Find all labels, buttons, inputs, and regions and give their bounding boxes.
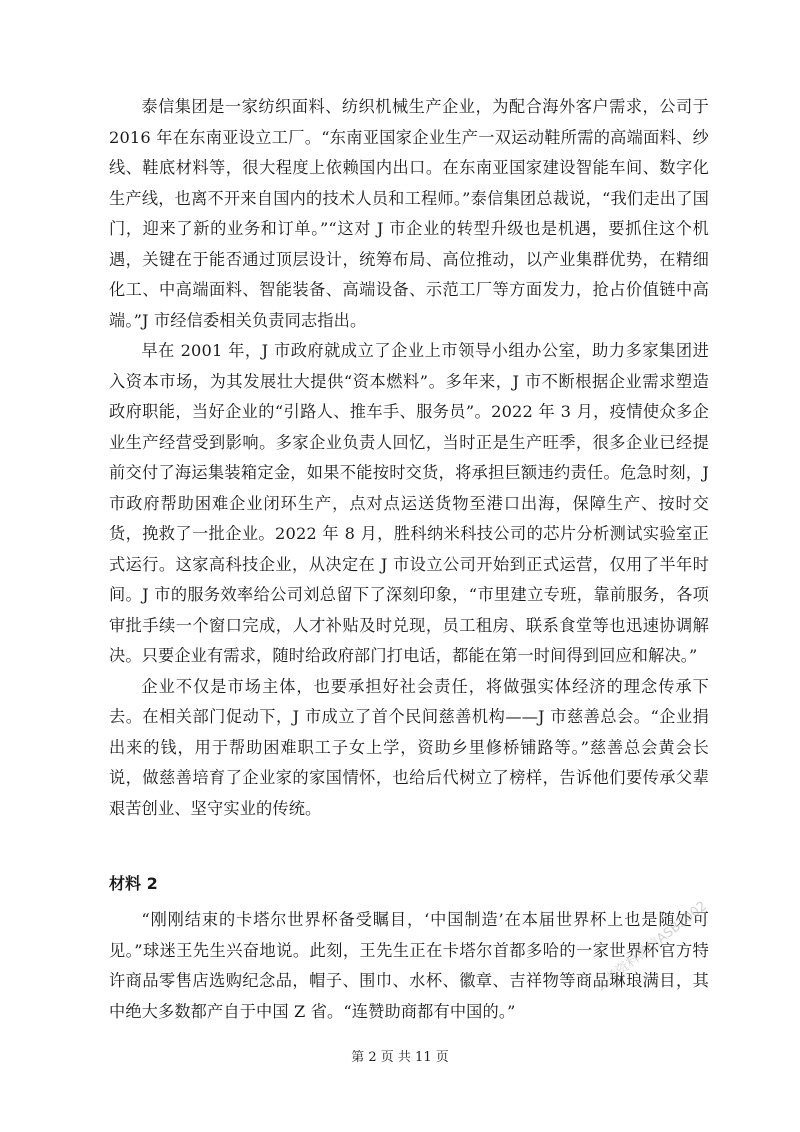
document-body bbox=[109, 92, 709, 1027]
page-footer: 第 2 页 共 11 页 bbox=[351, 1050, 449, 1065]
paragraph-2: 早在 2001 年，J 市政府就成立了企业上市领导小组办公室，助力多家集团进入资本市场，为其发展壮大提供“资本燃料”。多年来，J 市不断根据企业需求塑造政府职能，当好企业的“引路人、推车手、服务员”。2022 年 3 月，疫情使众多企业生产经营受到影响。多家企业负责人回忆，当时正是生产旺季，很多企业已经提前交付了海运集装箱定金，如果不能按时交货，将承担巨额违约责任。危急时刻，J 市政府帮助困难企业闭环生产，点对点运送货物至港口出海，保障生产、按时交货，挽救了一批企业。2022 年 8 月，胜科纳米科技公司的芯片分析测试实验室正式运行。这家高科技企业，从决定在 J 市设立公司开始到正式运营，仅用了半年时间。J 市的服务效率给公司刘总留下了深刻印象，“市里建立专班，靠前服务，各项审批手续一个窗口完成，人才补贴及时兑现，员工租房、联系食堂等也迅速协调解决。只要企业有需求，随时给政府部门打电话，都能在第一时间得到回应和解决。” bbox=[109, 341, 709, 665]
watermark: 公考资料微信ASB2002 bbox=[592, 898, 710, 995]
paragraph-3: 企业不仅是市场主体，也要承担好社会责任，将做强实体经济的理念传承下去。在相关部门促动下，J 市成立了首个民间慈善机构——J 市慈善总会。“企业捐出来的钱，用于帮助困难职工子女上学，资助乡里修桥铺路等。”慈善总会黄会长说，做慈善培育了企业家的家国情怀，也给后代树立了榜样，告诉他们要传承父辈艰苦创业、坚守实业的传统。 bbox=[109, 676, 709, 818]
section-heading-material-2: 材料 2 bbox=[109, 874, 158, 893]
paragraph-1: 泰信集团是一家纺织面料、纺织机械生产企业，为配合海外客户需求，公司于 2016 年在东南亚设立工厂。“东南亚国家企业生产一双运动鞋所需的高端面料、纱线、鞋底材料等，很大程度上依赖国内出口。在东南亚国家建设智能车间、数字化生产线，也离不开来自国内的技术人员和工程师。”泰信集团总裁说，“我们走出了国门，迎来了新的业务和订单。”“这对 J 市企业的转型升级也是机遇，要抓住这个机遇，关键在于能否通过顶层设计，统筹布局、高位推动，以产业集群优势，在精细化工、中高端面料、智能装备、高端设备、示范工厂等方面发力，抢占价值链中高端。”J 市经信委相关负责同志指出。 bbox=[109, 97, 709, 330]
paragraph-material-2: “刚刚结束的卡塔尔世界杯备受瞩目，‘中国制造’在本届世界杯上也是随处可见。”球迷王先生兴奋地说。此刻，王先生正在卡塔尔首都多哈的一家世界杯官方特许商品零售店选购纪念品，帽子、围巾、水杯、徽章、吉祥物等商品琳琅满目，其中绝大多数都产自于中国 Z 省。“连赞助商都有中国的。” bbox=[109, 910, 709, 1021]
